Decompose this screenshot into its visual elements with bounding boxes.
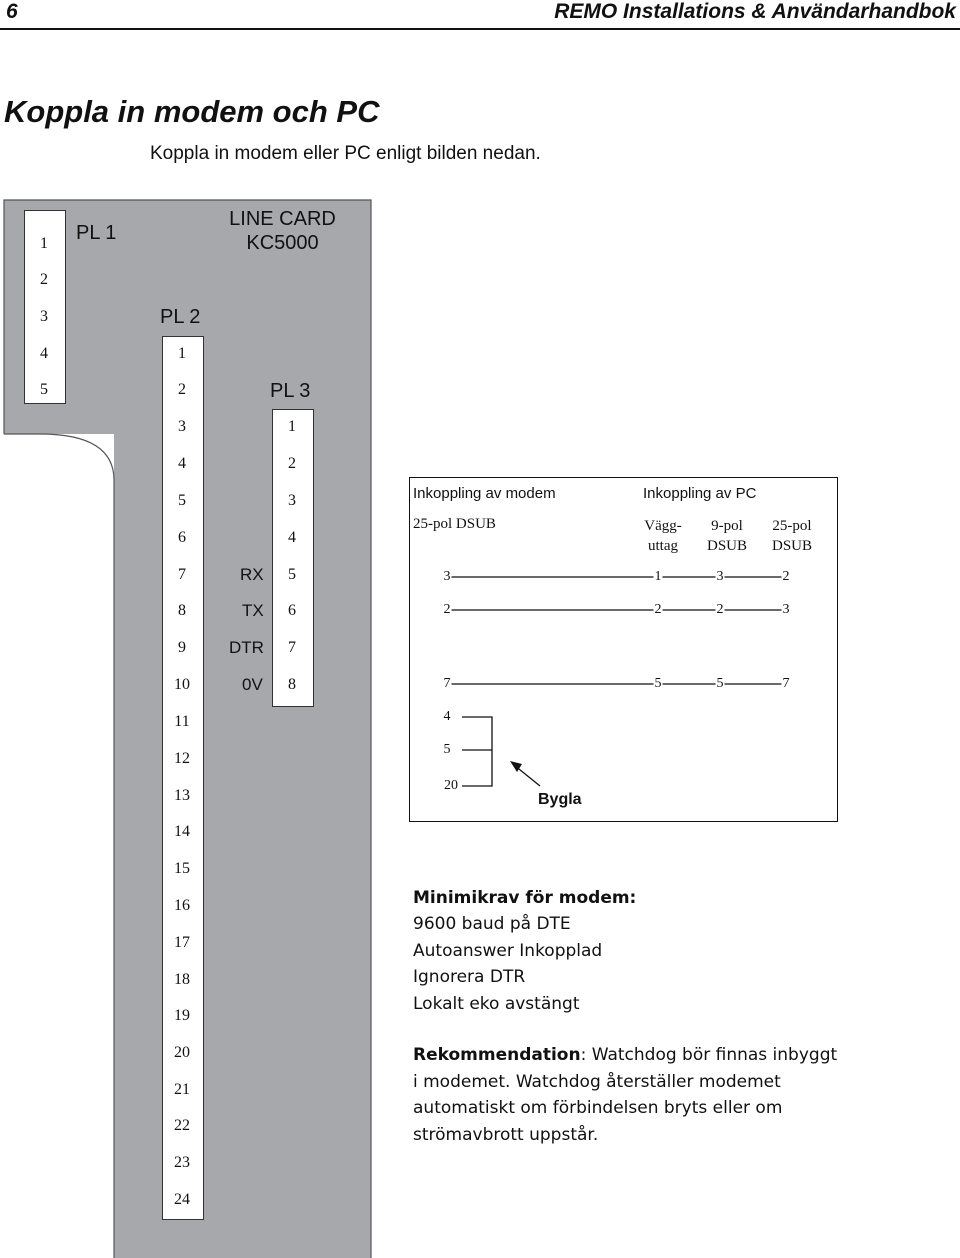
pl3-pin: 3 — [288, 492, 296, 509]
pl2-pin: 15 — [174, 860, 190, 877]
recommendation-line: automatiskt om förbindelsen bryts eller om — [413, 1098, 783, 1118]
wall-pin: 2 — [654, 602, 662, 617]
pl2-pin: 1 — [178, 345, 186, 362]
pl2-pin: 2 — [178, 381, 186, 398]
min-requirements — [413, 885, 636, 1017]
pl3-pin: 4 — [288, 529, 296, 546]
pl2-pin: 6 — [178, 529, 186, 546]
pl3-pin: 1 — [288, 418, 296, 435]
pl2-pin: 20 — [174, 1044, 190, 1061]
pc-heading: Inkoppling av PC — [643, 485, 757, 502]
pl2-pin: 19 — [174, 1007, 190, 1024]
pl3-pin: 5 — [288, 566, 296, 583]
min-item: Ignorera DTR — [413, 967, 526, 987]
modem-connector: 25-pol DSUB — [413, 516, 496, 532]
page-number: 6 — [6, 0, 18, 23]
jumper-pin: 4 — [443, 709, 451, 724]
signal-0v: 0V — [242, 675, 263, 694]
jumper-label: Bygla — [538, 791, 582, 808]
pl3-pin: 7 — [288, 639, 296, 656]
signal-dtr: DTR — [229, 638, 264, 657]
wall-socket-label — [638, 516, 688, 556]
recommendation-line: i modemet. Watchdog återställer modemet — [413, 1071, 781, 1092]
dsub9-label-line1: 9-pol — [711, 518, 743, 534]
pl2-pin: 13 — [174, 787, 190, 804]
section-title: Koppla in modem och PC — [4, 94, 380, 129]
pl3-pin: 6 — [288, 602, 296, 619]
pl2-pin: 18 — [174, 971, 190, 988]
recommendation-line: strömavbrott uppstår. — [413, 1124, 599, 1145]
pl1-pin: 3 — [40, 308, 48, 325]
wall-socket-label-line1: Vägg- — [644, 518, 682, 534]
pl2-label: PL 2 — [160, 306, 201, 328]
signal-rx: RX — [240, 565, 264, 584]
recommendation-label: Rekommendation — [413, 1045, 581, 1065]
wall-pin: 5 — [654, 676, 662, 691]
dsub25-label-line2: DSUB — [771, 538, 812, 554]
pl1-pin: 5 — [40, 381, 48, 398]
dsub25-pin: 2 — [782, 569, 790, 584]
modem-pin: 2 — [443, 602, 451, 617]
pl2-pin: 24 — [174, 1191, 190, 1208]
pl2-pin: 12 — [174, 750, 190, 767]
pl2-pin: 10 — [174, 676, 190, 693]
pl2-pin: 7 — [178, 566, 186, 583]
dsub25-pin: 3 — [782, 602, 790, 617]
min-requirements-title: Minimikrav för modem: — [413, 888, 637, 908]
pl2-pin: 8 — [178, 602, 186, 619]
dsub9-label-line2: DSUB — [706, 538, 747, 554]
pl3-pin: 8 — [288, 676, 296, 693]
pl3-pin: 2 — [288, 455, 296, 472]
min-item: Lokalt eko avstängt — [413, 993, 580, 1014]
recommendation-text: : Watchdog bör finnas inbyggt — [580, 1045, 838, 1065]
pl2-pin: 4 — [178, 455, 186, 472]
dsub9-pin: 3 — [716, 569, 724, 584]
dsub25-pin: 7 — [782, 676, 790, 691]
dsub25-label-line1: 25-pol — [772, 518, 812, 534]
book-title: REMO Installations & Användarhandbok — [554, 0, 956, 23]
pl2-pin: 11 — [174, 713, 190, 730]
pl1-label: PL 1 — [76, 222, 117, 244]
line-card-title-line1: LINE CARD — [229, 208, 336, 230]
min-item: 9600 baud på DTE — [413, 914, 571, 934]
pl2-pin: 3 — [178, 418, 186, 435]
pl2-pin: 16 — [174, 897, 190, 914]
pl1-pin: 2 — [40, 271, 48, 288]
min-item: Autoanswer Inkopplad — [413, 940, 603, 961]
dsub9-pin: 5 — [716, 676, 724, 691]
dsub25-label — [766, 516, 818, 556]
section-intro: Koppla in modem eller PC enligt bilden nedan. — [150, 143, 541, 164]
modem-pin: 3 — [443, 569, 451, 584]
pl2-pin: 21 — [174, 1081, 190, 1098]
pl1-pin: 1 — [40, 235, 48, 252]
recommendation — [413, 1042, 837, 1148]
pl1-pin: 4 — [40, 345, 48, 362]
pl2-pin: 23 — [174, 1154, 190, 1171]
wall-socket-label-line2: uttag — [648, 538, 678, 554]
pl2-pin: 22 — [174, 1117, 190, 1134]
modem-pin: 7 — [443, 676, 451, 691]
jumper-bracket — [462, 717, 492, 786]
modem-heading: Inkoppling av modem — [413, 485, 556, 502]
dsub9-label — [702, 516, 752, 556]
line-card-title-line2: KC5000 — [246, 232, 319, 254]
pl3-label: PL 3 — [270, 380, 311, 402]
pl2-pin: 14 — [174, 823, 190, 840]
recommendation-line — [413, 1042, 837, 1069]
jumper-pin: 20 — [444, 778, 458, 793]
pl2-pin: 5 — [178, 492, 186, 509]
pl2-pin: 9 — [178, 639, 186, 656]
jumper-pin: 5 — [443, 742, 451, 757]
dsub9-pin: 2 — [716, 602, 724, 617]
pl2-pin: 17 — [174, 934, 190, 951]
signal-tx: TX — [242, 601, 264, 620]
wall-pin: 1 — [654, 569, 662, 584]
